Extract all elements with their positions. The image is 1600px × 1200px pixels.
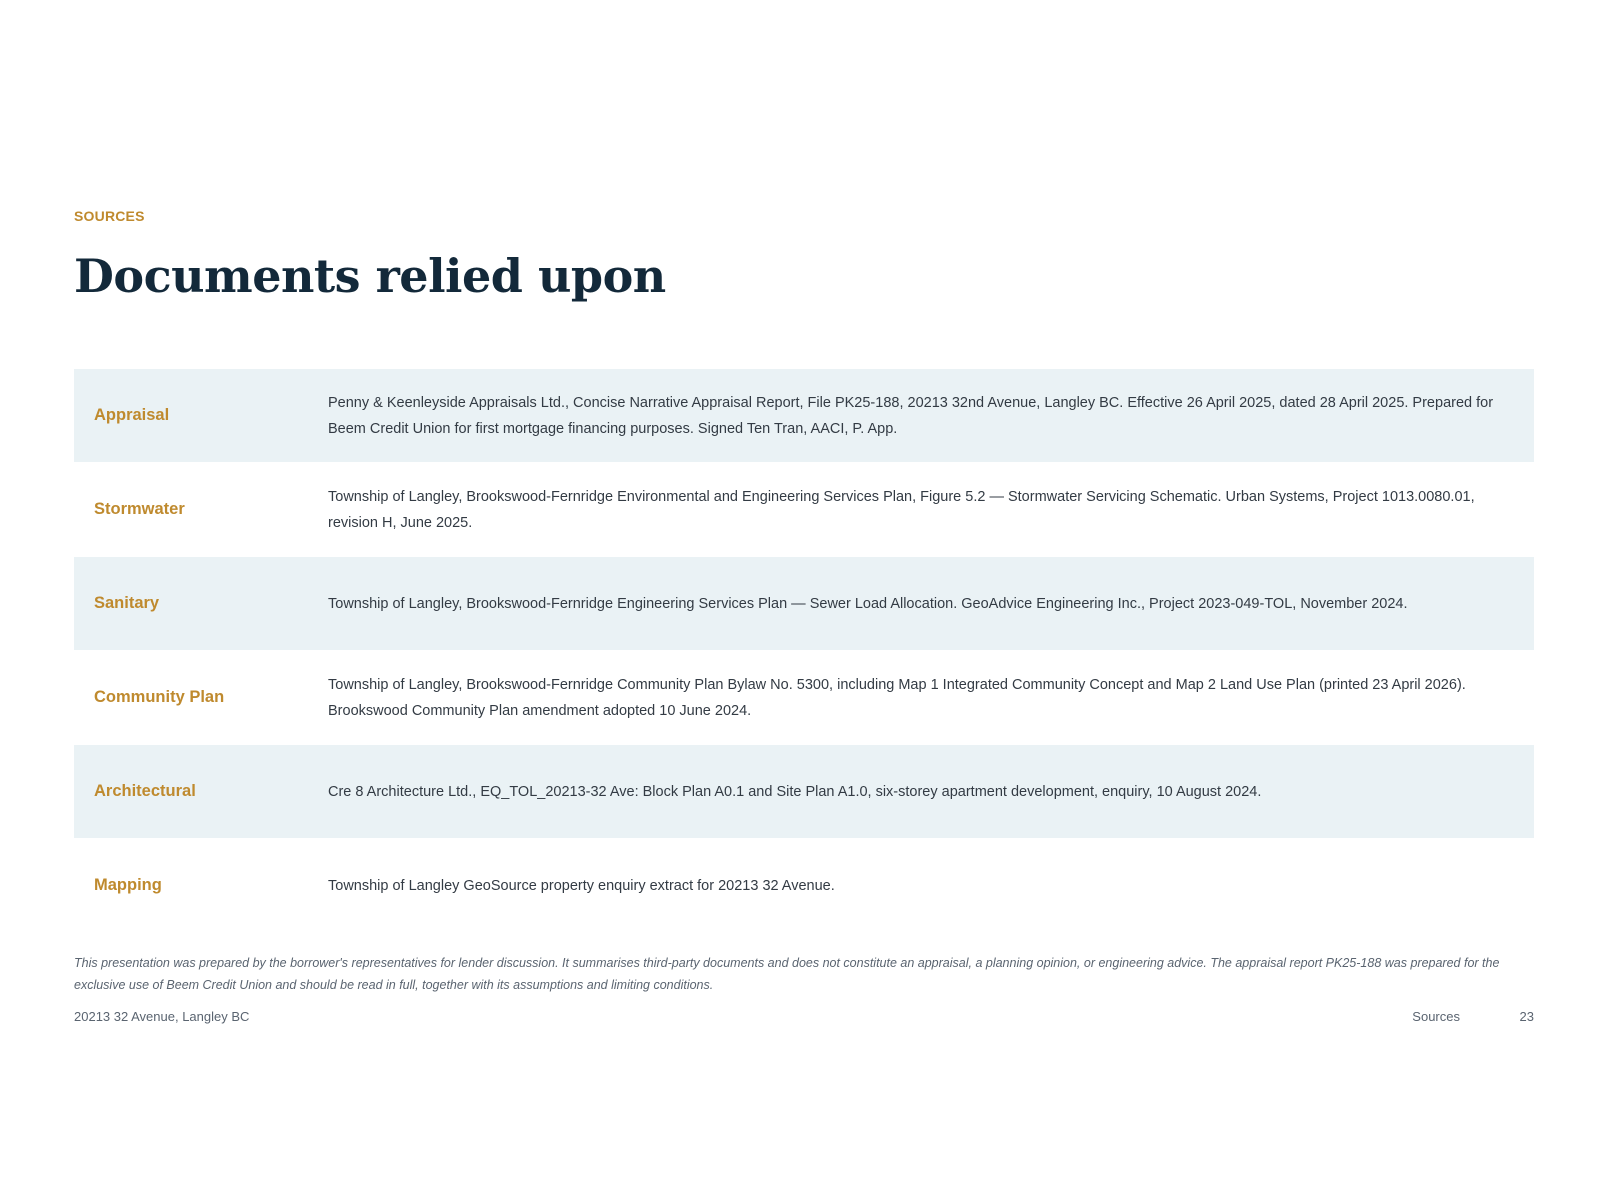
source-label: Sanitary [94, 594, 160, 612]
page [74, 0, 1534, 1200]
sources-table [74, 369, 1534, 933]
source-row-appraisal [74, 369, 1534, 462]
source-row-mapping [74, 838, 1534, 933]
source-label: Mapping [94, 876, 162, 894]
footer-address: 20213 32 Avenue, Langley BC [74, 1009, 250, 1024]
source-description: Penny & Keenleyside Appraisals Ltd., Concise Narrative Appraisal Report, File PK25-188, 20213 32nd Avenue, Langley BC. Effective 26 April 2025, dated 28 April 2025. Prepared for Beem Credit Union for first mortgage financing purposes. Signed Ten Tran, AACI, P. App. [328, 394, 1494, 437]
source-description: Township of Langley GeoSource property enquiry extract for 20213 32 Avenue. [328, 877, 835, 894]
source-row-stormwater [74, 462, 1534, 557]
source-label: Community Plan [94, 688, 225, 706]
source-label: Appraisal [94, 406, 170, 424]
source-description: Township of Langley, Brookswood-Fernridge Engineering Services Plan — Sewer Load Allocation. GeoAdvice Engineering Inc., Project 2023-049-TOL, November 2024. [328, 595, 1408, 612]
source-label: Stormwater [94, 500, 185, 518]
source-description: Township of Langley, Brookswood-Fernridge Community Plan Bylaw No. 5300, including Map 1 Integrated Community Concept and Map 2 Land Use Plan (printed 23 April 2026). Brookswood Community Plan amendment adopted 10 June 2024. [328, 676, 1466, 719]
disclaimer-note: This presentation was prepared by the borrower's representatives for lender discussion. It summarises third-party documents and does not constitute an appraisal, a planning opinion, or engineering advice. The appraisal report PK25-188 was prepared for the exclusive use of Beem Credit Union and should be read in full, together with its assumptions and limiting conditions. [74, 956, 1500, 992]
section-eyebrow: SOURCES [74, 208, 145, 224]
source-description: Cre 8 Architecture Ltd., EQ_TOL_20213-32 Ave: Block Plan A0.1 and Site Plan A1.0, six-storey apartment development, enquiry, 10 August 2024. [328, 783, 1262, 800]
source-row-architectural [74, 745, 1534, 838]
footer-section-name: Sources [1412, 1009, 1460, 1024]
source-description: Township of Langley, Brookswood-Fernridge Environmental and Engineering Services Plan, Figure 5.2 — Stormwater Servicing Schematic. Urban Systems, Project 1013.0080.01, revision H, June 2025. [328, 488, 1475, 531]
footer-page-number: 23 [1519, 1009, 1534, 1024]
source-row-community-plan [74, 650, 1534, 745]
source-label: Architectural [94, 782, 196, 800]
page-title: Documents relied upon [74, 249, 666, 303]
source-row-sanitary [74, 557, 1534, 650]
